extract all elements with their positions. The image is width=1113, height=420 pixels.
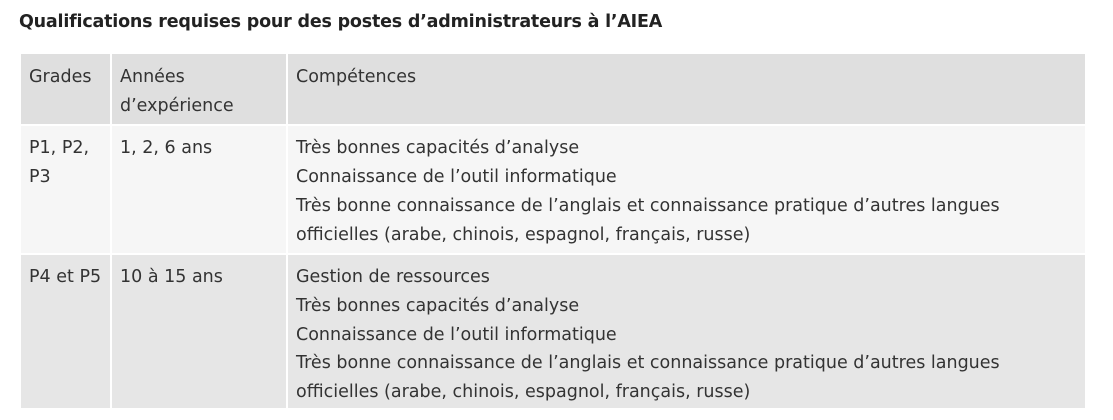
- cell-skills: [287, 254, 1086, 409]
- cell-skills: [287, 125, 1086, 254]
- cell-experience: 10 à 15 ans: [111, 254, 287, 409]
- skill-item: Connaissance de l’outil informatique: [296, 167, 617, 188]
- skill-item: Très bonnes capacités d’analyse: [296, 138, 580, 159]
- cell-experience: 1, 2, 6 ans: [111, 125, 287, 254]
- skill-item: Très bonnes capacités d’analyse: [296, 295, 580, 316]
- cell-grades: P1, P2, P3: [20, 125, 111, 254]
- skill-item: Très bonne connaissance de l’anglais et connaissance pratique d’autres langues officielles (arabe, chinois, espagnol, français, russe): [296, 195, 1000, 245]
- header-experience: Années d’expérience: [111, 53, 287, 125]
- skill-item: Gestion de ressources: [296, 267, 490, 288]
- header-skills: Compétences: [287, 53, 1086, 125]
- qualifications-table: [19, 52, 1087, 410]
- table-header-row: [20, 53, 1086, 125]
- header-grades: Grades: [20, 53, 111, 125]
- cell-grades: P4 et P5: [20, 254, 111, 409]
- skill-item: Connaissance de l’outil informatique: [296, 324, 617, 345]
- table-row: [20, 254, 1086, 409]
- skill-item: Très bonne connaissance de l’anglais et connaissance pratique d’autres langues officielles (arabe, chinois, espagnol, français, russe): [296, 353, 1000, 403]
- table-row: [20, 125, 1086, 254]
- page-title: Qualifications requises pour des postes d’administrateurs à l’AIEA: [19, 12, 663, 32]
